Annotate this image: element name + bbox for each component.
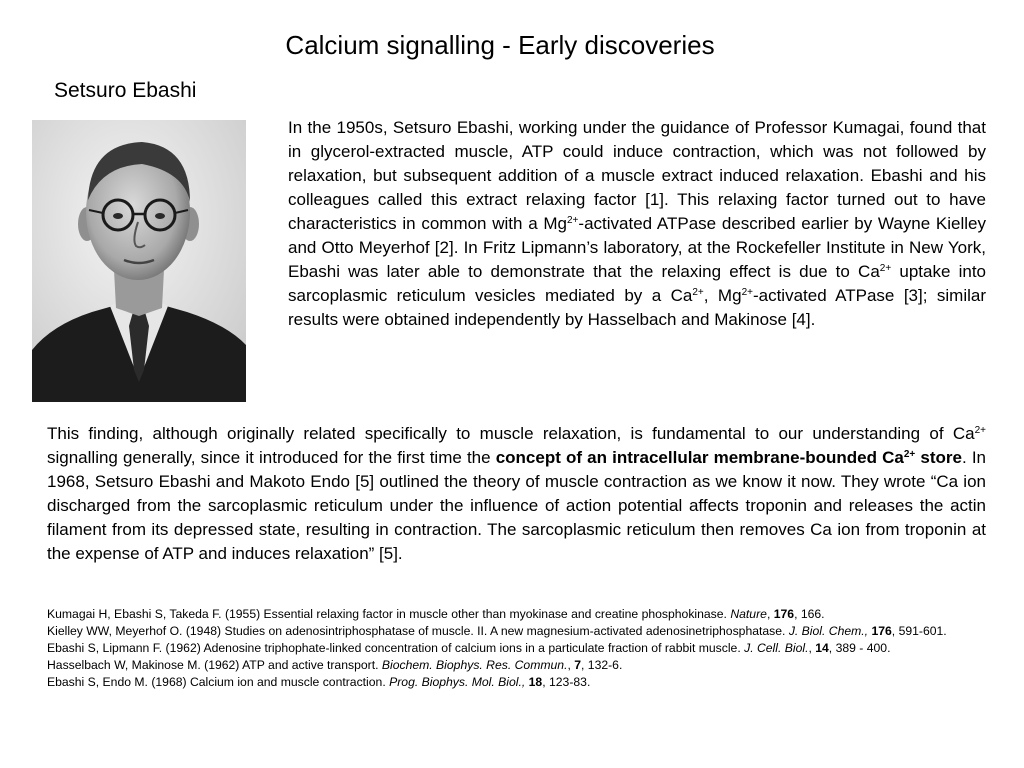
para1-text-4: , Mg — [703, 286, 742, 305]
portrait-icon — [32, 120, 246, 402]
para1-sup-4: 2+ — [741, 287, 753, 298]
page-title: Calcium signalling - Early discoveries — [285, 30, 715, 60]
reference-item: Ebashi S, Endo M. (1968) Calcium ion and muscle contraction. Prog. Biophys. Mol. Biol., 18, 123-83. — [47, 675, 591, 689]
reference-item: Kielley WW, Meyerhof O. (1948) Studies on adenosintriphosphatase of muscle. II. A new magnesium-activated adenosinetriphosphatase. J. Biol. Chem., 176, 591-601. — [47, 624, 947, 638]
para2-sup-1: 2+ — [974, 425, 986, 436]
reference-item: Kumagai H, Ebashi S, Takeda F. (1955) Essential relaxing factor in muscle other than myokinase and creatine phosphokinase. Nature, 176, 166. — [47, 607, 825, 621]
intro-paragraph — [288, 116, 986, 332]
portrait-photo — [32, 120, 246, 402]
finding-paragraph — [47, 422, 986, 567]
para2-text-2: signalling generally, since it introduced for the first time the — [47, 448, 496, 468]
para1-text-3: uptake into sarcoplasmic reticulum vesicles mediated by a Ca — [288, 262, 986, 305]
para1-sup-2: 2+ — [879, 263, 892, 274]
reference-item: Ebashi S, Lipmann F. (1962) Adenosine triphophate-linked concentration of calcium ions in a particulate fraction of rabbit muscle. J. Cell. Biol., 14, 389 - 400. — [47, 641, 891, 655]
portrait-caption: Setsuro Ebashi — [54, 79, 197, 102]
para1-sup-3: 2+ — [692, 287, 704, 298]
para2-text-1: This finding, although originally related specifically to muscle relaxation, is fundamental to our understanding of Ca — [47, 424, 975, 443]
para1-sup-1: 2+ — [567, 215, 579, 226]
para2-text-3: . In 1968, Setsuro Ebashi and Makoto Endo [5] outlined the theory of muscle contraction as we know it now. They wrote “Ca ion discharged from the sarcoplasmic reticulum under the influence of action potential affects troponin and releases the actin filament from its depressed state, resulting in contraction. The sarcoplasmic reticulum then removes Ca ion from troponin at the expense of ATP and induces relaxation” [5]. — [47, 448, 987, 564]
para2-bold-1: concept of an intracellular membrane-bounded Ca — [495, 448, 904, 468]
reference-item: Hasselbach W, Makinose M. (1962) ATP and active transport. Biochem. Biophys. Res. Commun., 7, 132-6. — [47, 658, 623, 672]
para1-text-5: -activated ATPase [3]; similar results were obtained independently by Hasselbach and Makinose [4]. — [288, 286, 987, 329]
para1-text-2: -activated ATPase described earlier by Wayne Kielley and Otto Meyerhof [2]. In Fritz Lipmann’s laboratory, at the Rockefeller Institute in New York, Ebashi was later able to demonstrate that the relaxing effect is due to Ca — [288, 214, 986, 281]
para1-text-1: In the 1950s, Setsuro Ebashi, working under the guidance of Professor Kumagai, found that in glycerol-extracted muscle, ATP could induce contraction, which was not followed by relaxation, but subsequent addition of a muscle extract induced relaxation. Ebashi and his colleagues called this extract relaxing factor [1]. This relaxing factor turned out to have characteristics in common with a Mg — [288, 118, 986, 233]
para2-bold-sup: 2+ — [903, 449, 916, 461]
references-list — [47, 606, 986, 691]
para2-bold-2: store — [915, 448, 962, 468]
